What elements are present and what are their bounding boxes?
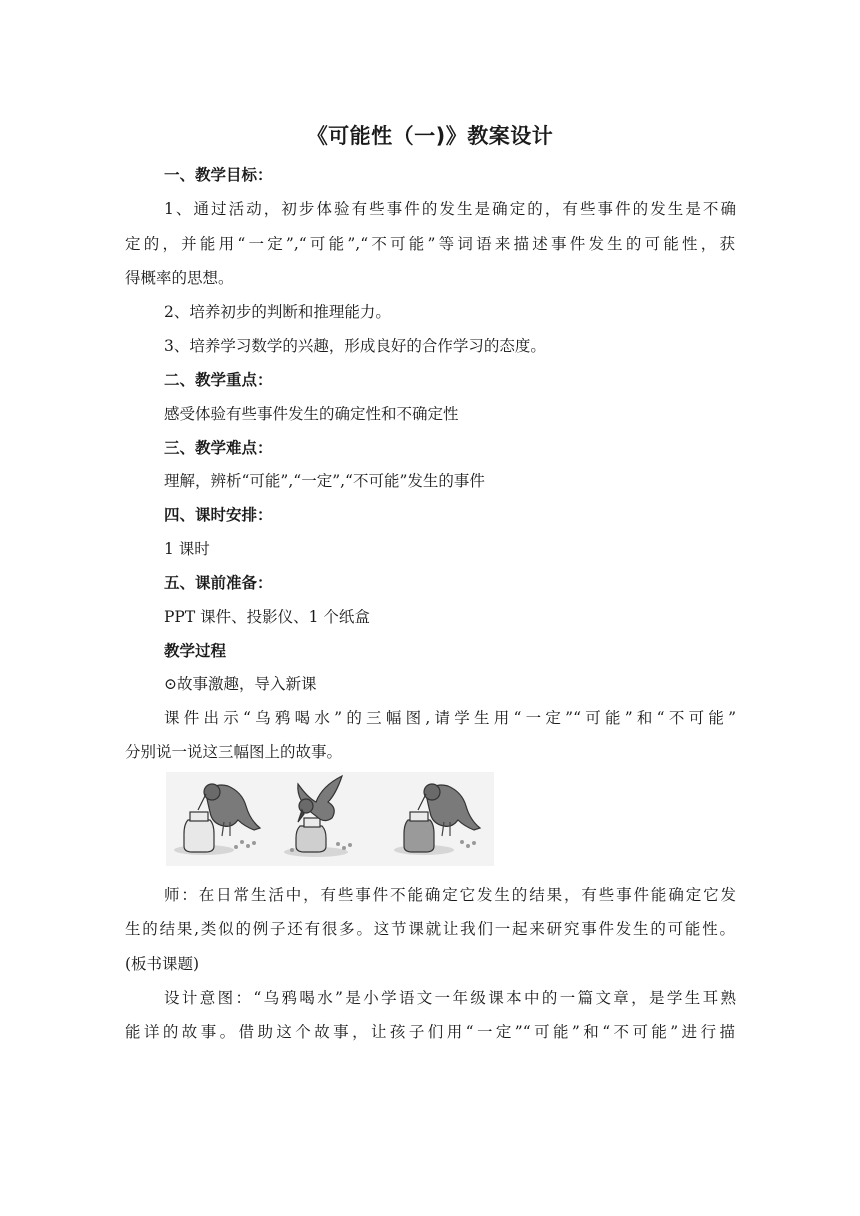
goal-2: 2、培养初步的判断和推理能力。 [164,303,391,321]
heading-schedule: 四、课时安排： [164,506,273,524]
goal-1-line-2: 定的，并能用“一定”,“可能”,“不可能”等词语来描述事件发生的可能性，获 [125,235,735,253]
goal-1-line-1: 1、通过活动，初步体验有些事件的发生是确定的，有些事件的发生是不确 [164,200,736,218]
design-line-1: 设计意图：“乌鸦喝水”是小学语文一年级课本中的一篇文章，是学生耳熟 [164,989,736,1007]
document-title: 《可能性（一)》教案设计 [306,124,554,148]
process-step-1: ⊙故事激趣，导入新课 [164,675,317,693]
teacher-line-1: 师：在日常生活中，有些事件不能确定它发生的结果，有些事件能确定它发 [164,886,736,904]
design-line-2: 能详的故事。借助这个故事，让孩子们用“一定”“可能”和“不可能”进行描 [125,1023,735,1041]
difficulties-text: 理解，辨析“可能”,“一定”,“不可能”发生的事件 [164,472,485,490]
heading-difficulties: 三、教学难点： [164,439,273,457]
crow-image-3 [394,784,480,855]
crow-image-1 [174,784,260,855]
key-points-text: 感受体验有些事件发生的确定性和不确定性 [164,405,459,423]
crow-image-2 [284,776,352,857]
heading-key-points: 二、教学重点： [164,371,273,389]
teacher-line-3: (板书课题) [125,955,200,973]
crow-drinking-illustration [166,772,494,866]
intro-line-1: 课件出示“乌鸦喝水”的三幅图,请学生用“一定”“可能”和“不可能” [164,709,736,727]
schedule-text: 1 课时 [164,540,210,558]
heading-teaching-goals: 一、教学目标： [164,166,273,184]
heading-preparation: 五、课前准备： [164,574,273,592]
goal-1-line-3: 得概率的思想。 [125,269,234,287]
intro-line-2: 分别说一说这三幅图上的故事。 [125,743,343,761]
teacher-line-2: 生的结果,类似的例子还有很多。这节课就让我们一起来研究事件发生的可能性。 [125,920,735,938]
heading-teaching-process: 教学过程 [164,642,227,660]
preparation-text: PPT 课件、投影仪、1 个纸盒 [164,608,370,626]
goal-3: 3、培养学习数学的兴趣，形成良好的合作学习的态度。 [164,337,546,355]
